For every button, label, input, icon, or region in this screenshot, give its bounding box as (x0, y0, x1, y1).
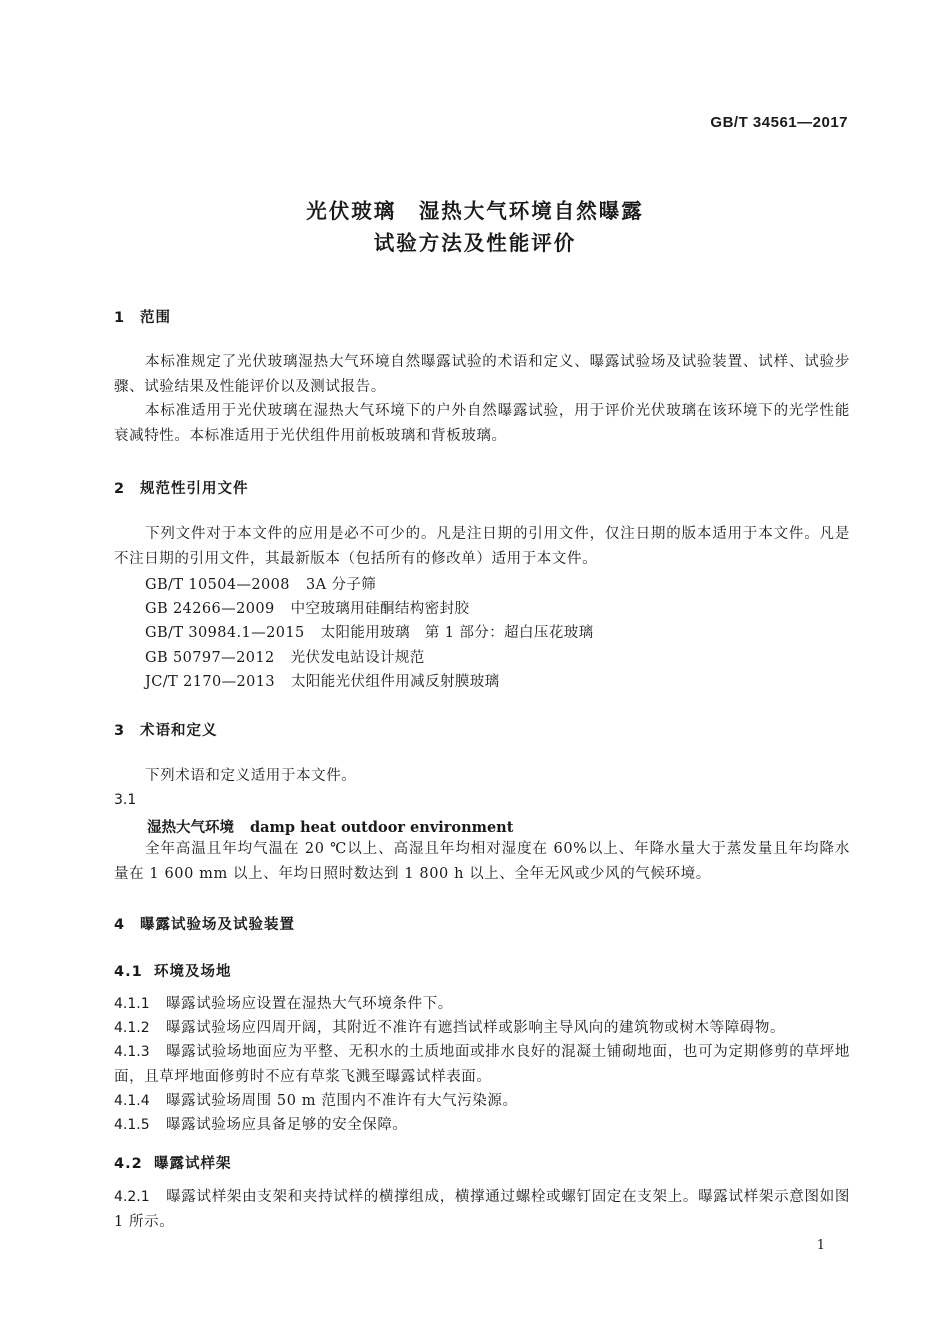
subsection-4-1-heading (114, 960, 232, 981)
reference-item (145, 621, 594, 642)
title-line-2: 试验方法及性能评价 (373, 231, 577, 255)
clause-text: 曝露试验场应四周开阔，其附近不准许有遮挡试样或影响主导风向的建筑物或树木等障碍物。 (166, 1020, 786, 1036)
section-title: 范围 (140, 310, 171, 326)
document-title (0, 195, 950, 259)
reference-code: GB 50797—2012 (145, 650, 275, 666)
clause-text: 曝露试验场周围 50 m 范围内不准许有大气污染源。 (166, 1093, 518, 1109)
title-line-1: 光伏玻璃 湿热大气环境自然曝露 (306, 199, 644, 223)
clause-4-2-1 (114, 1185, 850, 1234)
section-4-heading (114, 913, 295, 934)
section-number: 3 (114, 723, 126, 739)
subsection-title: 曝露试样架 (154, 1156, 232, 1172)
section-title: 规范性引用文件 (140, 481, 249, 497)
section-3-paragraph-1: 下列术语和定义适用于本文件。 (145, 768, 357, 784)
clause-4-1-4 (114, 1089, 850, 1114)
reference-name: 太阳能用玻璃 第 1 部分：超白压花玻璃 (320, 625, 594, 641)
subsection-number: 4.2 (114, 1156, 143, 1172)
reference-item (145, 670, 500, 691)
reference-name: 中空玻璃用硅酮结构密封胶 (290, 601, 470, 617)
reference-item (145, 646, 425, 667)
subsection-4-2-heading (114, 1152, 232, 1173)
page-number: 1 (816, 1238, 825, 1253)
clause-number: 4.1.1 (114, 996, 150, 1012)
clause-number: 4.1.3 (114, 1044, 150, 1060)
term-entry (147, 816, 513, 837)
subsection-title: 环境及场地 (154, 964, 232, 980)
clause-text: 曝露试验场应具备足够的安全保障。 (166, 1117, 408, 1133)
reference-name: 光伏发电站设计规范 (290, 650, 425, 666)
section-1-paragraph-2: 本标准适用于光伏玻璃在湿热大气环境下的户外自然曝露试验，用于评价光伏玻璃在该环境下的光学性能衰减特性。本标准适用于光伏组件用前板玻璃和背板玻璃。 (114, 403, 850, 444)
section-3-heading (114, 719, 218, 740)
clause-4-1-3 (114, 1040, 850, 1089)
section-2-heading (114, 477, 249, 498)
section-1-paragraph-1: 本标准规定了光伏玻璃湿热大气环境自然曝露试验的术语和定义、曝露试验场及试验装置、试样、试验步骤、试验结果及性能评价以及测试报告。 (114, 354, 850, 395)
reference-code: GB/T 10504—2008 (145, 577, 290, 593)
clause-number: 4.1.2 (114, 1020, 150, 1036)
section-title: 术语和定义 (140, 723, 218, 739)
reference-name: 3A 分子筛 (305, 577, 377, 593)
term-number: 3.1 (114, 792, 137, 808)
clause-number: 4.1.5 (114, 1117, 150, 1133)
reference-code: JC/T 2170—2013 (145, 674, 275, 690)
section-number: 4 (114, 917, 126, 933)
clause-text: 曝露试样架由支架和夹持试样的横撑组成，横撑通过螺栓或螺钉固定在支架上。曝露试样架示意图如图 1 所示。 (114, 1189, 850, 1230)
reference-name: 太阳能光伏组件用减反射膜玻璃 (290, 674, 500, 690)
reference-item (145, 597, 469, 618)
clause-4-1-2 (114, 1016, 850, 1041)
reference-code: GB/T 30984.1—2015 (145, 625, 305, 641)
clause-number: 4.2.1 (114, 1189, 150, 1205)
term-definition: 全年高温且年均气温在 20 ℃以上、高湿且年均相对湿度在 60%以上、年降水量大于蒸发量且年均降水量在 1 600 mm 以上、年均日照时数达到 1 800 h 以上、全年无风或少风的气候环境。 (114, 841, 850, 882)
standard-code: GB/T 34561—2017 (710, 114, 848, 131)
section-number: 1 (114, 310, 126, 326)
reference-code: GB 24266—2009 (145, 601, 275, 617)
clause-4-1-5 (114, 1113, 850, 1138)
clause-text: 曝露试验场应设置在湿热大气环境条件下。 (166, 996, 453, 1012)
clause-number: 4.1.4 (114, 1093, 150, 1109)
term-english: damp heat outdoor environment (250, 819, 514, 836)
clause-text: 曝露试验场地面应为平整、无积水的土质地面或排水良好的混凝土铺砌地面，也可为定期修剪的草坪地面，且草坪地面修剪时不应有草浆飞溅至曝露试样表面。 (114, 1044, 850, 1085)
section-number: 2 (114, 481, 126, 497)
term-chinese: 湿热大气环境 (147, 820, 234, 836)
section-title: 曝露试验场及试验装置 (140, 917, 295, 933)
section-1-heading (114, 306, 171, 327)
reference-item (145, 573, 376, 594)
clause-4-1-1 (114, 992, 850, 1017)
section-2-paragraph-1: 下列文件对于本文件的应用是必不可少的。凡是注日期的引用文件，仅注日期的版本适用于本文件。凡是不注日期的引用文件，其最新版本（包括所有的修改单）适用于本文件。 (114, 526, 850, 567)
subsection-number: 4.1 (114, 964, 143, 980)
